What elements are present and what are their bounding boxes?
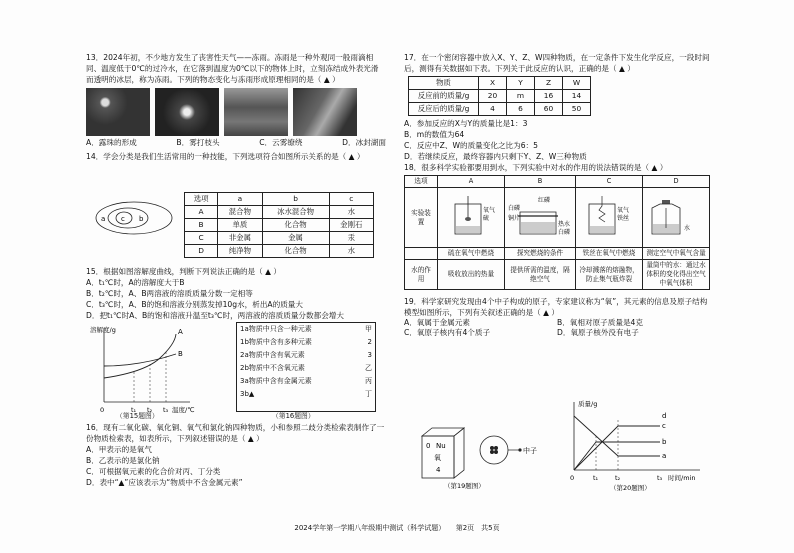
series-c	[574, 426, 660, 470]
q18-table	[404, 175, 710, 290]
table-cell: 14	[563, 90, 591, 103]
tick-0: 0	[570, 474, 575, 482]
series-label-d: d	[662, 412, 667, 420]
q13-option-b: B．雾打枝头	[176, 138, 220, 147]
table-cell: 冷却溅落的熔融物，防止集气瓶炸裂	[576, 260, 643, 290]
key-row: 1b物质中含有多种元素 2	[240, 338, 372, 346]
curve-a	[104, 334, 176, 378]
key-row: 3a物质中含有金属元素 丙	[240, 377, 372, 385]
table-cell: 金属	[262, 232, 329, 245]
svg-text:氧气: 氧气	[617, 207, 630, 214]
q19-options	[404, 318, 710, 339]
svg-text:白磷: 白磷	[508, 205, 521, 212]
key-row: 2b物质中不含氧元素 乙	[240, 364, 372, 372]
q19-caption: （第19题图）	[444, 482, 485, 490]
apparatus-c	[576, 188, 643, 248]
apparatus-b	[505, 188, 576, 248]
table-cell: Y	[507, 77, 535, 90]
table-cell: 水的作用	[405, 260, 438, 290]
venn-outer	[96, 202, 172, 234]
table-row	[409, 77, 591, 90]
table-cell: W	[563, 77, 591, 90]
q16-option-d: D．表中“▲”应该表示为“物质中不含金属元素”	[86, 478, 243, 487]
q19-option-d: D．氧原子核外没有电子	[557, 328, 639, 338]
table-cell: 实验装置	[405, 188, 438, 248]
q17-option-a: A．参加反应的X与Y的质量比是1：3	[404, 119, 528, 128]
venn-label-b: b	[139, 215, 144, 223]
q17-table	[408, 76, 591, 116]
table-row	[185, 219, 374, 232]
q16-option-a: A．甲表示的是氧气	[86, 445, 152, 454]
series-label-b: b	[662, 438, 667, 446]
svg-text:白磷: 白磷	[558, 229, 571, 236]
table-cell: 反应前的质量/g	[409, 90, 479, 103]
table-cell: 水	[329, 245, 373, 258]
table-cell: X	[479, 77, 507, 90]
table-cell: 化合物	[262, 245, 329, 258]
frost-photo	[155, 88, 219, 136]
left-column	[86, 52, 386, 162]
q17-option-b: B．m的数值为64	[404, 130, 465, 139]
page-footer: 2024学年第一学期八年级期中测试（科学试题） 第2页 共5页	[294, 524, 500, 532]
tick-t1: t₁	[593, 474, 599, 482]
q15-solubility-chart	[90, 322, 200, 422]
table-row	[185, 232, 374, 245]
table-cell: c	[329, 193, 373, 206]
svg-text:热水: 热水	[558, 221, 571, 228]
atomic-number: 0	[426, 442, 431, 450]
tick-t3: t₃	[657, 474, 663, 482]
frozen-lake-photo	[293, 88, 357, 136]
iron-wire-apparatus	[579, 194, 639, 238]
q13-photos	[86, 88, 386, 136]
oxygen-content-apparatus	[646, 194, 706, 238]
table-cell: Z	[535, 77, 563, 90]
table-cell	[405, 248, 438, 260]
q14-text: 14．学会分类是我们生活常用的一种技能，下列选项符合如图所示关系的是（ ▲ ）	[86, 152, 365, 162]
q19-figure	[414, 420, 544, 490]
q16-option-b: B．乙表示的是氯化钠	[86, 456, 160, 465]
atomic-mass: 4	[436, 466, 441, 474]
q14-table	[184, 192, 374, 258]
apparatus-d	[643, 188, 710, 248]
q15-option-d: D．把t₁℃时A、B的饱和溶液升温至t₃℃时，两溶液的溶质质量分数都会增大	[86, 311, 344, 320]
table-cell: A	[438, 176, 505, 188]
table-cell: D	[643, 176, 710, 188]
table-cell: 50	[563, 103, 591, 116]
table-row	[185, 245, 374, 258]
series-label-a: A	[178, 328, 183, 336]
q16-option-c: C．可根据氧元素的化合价对丙、丁分类	[86, 467, 221, 476]
table-cell: 铁丝在氧气中燃烧	[576, 248, 643, 260]
table-cell: A	[185, 206, 218, 219]
combustion-condition-apparatus	[508, 194, 572, 238]
q16-key-table	[236, 322, 376, 412]
table-row	[185, 193, 374, 206]
element-symbol: Nu	[436, 442, 446, 450]
y-axis-label: 溶解度/g	[90, 326, 116, 334]
table-cell: 4	[479, 103, 507, 116]
cloud-photo	[224, 88, 288, 136]
curve-b	[104, 354, 176, 366]
series-a	[574, 416, 660, 456]
dew-photo	[86, 88, 150, 136]
q15-text: 15．根据如图溶解度曲线，判断下列说法正确的是（ ▲ ）	[86, 267, 281, 276]
q14-venn-diagram	[94, 200, 174, 236]
key-row: 3b▲ 丁	[240, 390, 372, 398]
table-cell: B	[505, 176, 576, 188]
table-cell: 16	[535, 90, 563, 103]
q15-option-a: A．t₁℃时，A的溶解度大于B	[86, 278, 185, 287]
table-cell: 物质	[409, 77, 479, 90]
q17-option-c: C．反应中Z、W的质量变化之比为6：5	[404, 141, 538, 150]
table-cell: 硫在氧气中燃烧	[438, 248, 505, 260]
q20-caption: （第20题图）	[610, 484, 651, 492]
table-cell: 测定空气中氧气含量	[643, 248, 710, 260]
q17-text: 17．在一个密闭容器中放入X、Y、Z、W四种物质，在一定条件下发生化学反应，一段时间后，测得有关数据如下表。下列关于此反应的认识，正确的是（ ▲ ）	[404, 53, 710, 73]
table-row	[409, 103, 591, 116]
q19-option-b: B．氧相对原子质量是4克	[557, 318, 643, 327]
table-cell: 选项	[185, 193, 218, 206]
table-row	[405, 248, 710, 260]
svg-text:红磷: 红磷	[538, 197, 551, 204]
element-name: 氧	[434, 454, 441, 462]
table-cell: 20	[479, 90, 507, 103]
series-label-a: a	[662, 452, 667, 460]
series-label-b: B	[178, 350, 183, 358]
table-row	[405, 260, 710, 290]
table-row	[409, 90, 591, 103]
table-cell: 探究燃烧的条件	[505, 248, 576, 260]
table-row	[405, 176, 710, 188]
tick-t3: t₃	[163, 406, 169, 414]
tick-t1: t₁	[131, 406, 137, 414]
svg-text:氧气: 氧气	[483, 207, 496, 214]
tick-t2: t₂	[147, 406, 153, 414]
svg-text:硫: 硫	[483, 215, 490, 222]
q15-option-c: C．t₃℃时，A、B的饱和溶液分别蒸发掉10g水，析出A的质量大	[86, 300, 303, 309]
table-cell: 混合物	[218, 206, 262, 219]
table-row	[405, 188, 710, 248]
x-axis-label: 温度/℃	[172, 406, 195, 414]
q16-block	[86, 422, 386, 488]
q18-text: 18．很多科学实验都要用到水，下列实验中对水的作用的说法错误的是（ ▲ ）	[404, 163, 668, 172]
q13-text: 13．2024年初，不少地方发生了丧害性天气——冻雨。冻雨是一种外观同一般雨滴相同、温度低于0℃的过冷水，在它落到温度为0℃以下的物体上时，立刻冻结成外表光滑而透明的冰层，称为冻雨。下列的物态变化与冻雨形成原理相同的是（ ▲ ）	[86, 53, 379, 84]
tick-t2: t₂	[615, 474, 621, 482]
q13-options	[86, 138, 386, 148]
table-cell: C	[576, 176, 643, 188]
table-row	[185, 206, 374, 219]
table-cell: 60	[535, 103, 563, 116]
table-cell: 选项	[405, 176, 438, 188]
series-label-c: c	[662, 422, 666, 430]
atom-model	[480, 436, 508, 464]
q17-option-d: D．若继续反应，最终容器内只剩下Y、Z、W三种物质	[404, 152, 587, 161]
table-cell: C	[185, 232, 218, 245]
table-cell: 纯净物	[218, 245, 262, 258]
tick-0: 0	[100, 406, 105, 414]
y-axis-label: 质量/g	[578, 400, 598, 408]
apparatus-a	[438, 188, 505, 248]
table-cell: B	[185, 219, 218, 232]
venn-label-a: a	[101, 215, 106, 223]
table-cell: 吸收放出的热量	[438, 260, 505, 290]
key-row: 2a物质中含有氧元素 3	[240, 351, 372, 359]
table-cell: 量筒中的水：通过水体积的变化得出空气中氧气体积	[643, 260, 710, 290]
table-cell: 非金属	[218, 232, 262, 245]
table-cell: 6	[507, 103, 535, 116]
q15-option-b: B．t₂℃时，A、B两溶液的溶质质量分数一定相等	[86, 289, 253, 298]
svg-text:铜片: 铜片	[508, 215, 521, 222]
table-cell: 金刚石	[329, 219, 373, 232]
x-axis-label: 时间/min	[668, 474, 696, 482]
q13-option-a: A．露珠的形成	[86, 138, 137, 147]
table-cell: 水	[329, 206, 373, 219]
q15-block	[86, 266, 386, 321]
right-column	[404, 52, 710, 339]
q15-caption: （第15题图）	[116, 412, 159, 420]
table-cell: 化合物	[262, 219, 329, 232]
table-cell: b	[262, 193, 329, 206]
table-cell: 提供所需的温度，隔绝空气	[505, 260, 576, 290]
q13-option-c: C．云雾缭绕	[259, 138, 303, 147]
svg-text:铁丝: 铁丝	[617, 215, 630, 222]
q20-mass-time-chart	[560, 396, 710, 492]
table-cell: 汞	[329, 232, 373, 245]
table-cell: m	[507, 90, 535, 103]
q19-option-c: C．氧原子核内有4个质子	[404, 328, 491, 338]
neutron-label: 中子	[523, 447, 537, 455]
q19-text: 19．科学家研究发现由4个中子构成的原子，专家建议称为“氧”，其元素的信息及原子结构模型如图所示，下列有关叙述正确的是（ ▲ ）	[404, 297, 708, 317]
key-row: 1a物质中只含一种元素 甲	[240, 325, 372, 333]
table-cell: 冰水混合物	[262, 206, 329, 219]
svg-text:水: 水	[684, 225, 691, 232]
q16-caption: （第16题图）	[272, 412, 315, 420]
table-cell: a	[218, 193, 262, 206]
venn-label-c: c	[121, 215, 125, 223]
q16-text: 16．现有二氧化碳、氧化铜、氧气和氯化钠四种物质，小和参照二歧分类检索表制作了一份物质检索表，如表所示，下列叙述错误的是（ ▲ ）	[86, 423, 385, 443]
q19-option-a: A．氧属于金属元素	[404, 318, 470, 327]
table-cell: 单质	[218, 219, 262, 232]
q13-option-d: D．冰封湖面	[342, 138, 386, 147]
sulfur-burning-apparatus	[441, 194, 501, 238]
table-cell: D	[185, 245, 218, 258]
table-cell: 反应后的质量/g	[409, 103, 479, 116]
